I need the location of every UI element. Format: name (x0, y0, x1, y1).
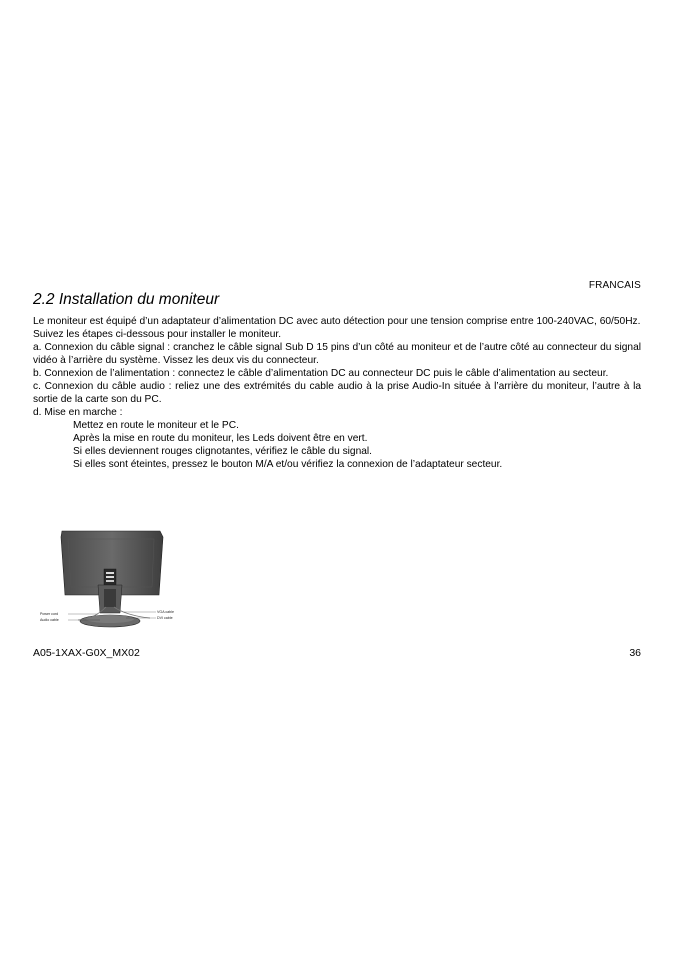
document-code: A05-1XAX-G0X_MX02 (33, 647, 140, 659)
intro-paragraph: Le moniteur est équipé d’un adaptateur d’alimentation DC avec auto détection pour une tension comprise entre 100-240VAC, 60/50Hz. (33, 316, 641, 327)
section-title: 2.2 Installation du moniteur (33, 291, 220, 308)
vga-cable-label: VGA cable (157, 610, 174, 614)
monitor-rear-figure (38, 525, 188, 640)
step-a: a. Connexion du câble signal : cranchez le câble signal Sub D 15 pins d’un côté au moniteur et de l’autre côté au connecteur du signal vidéo à l’arrière du système. Vissez les deux vis du connecteur. (33, 342, 641, 366)
language-label: FRANCAIS (588, 280, 641, 291)
step-d-line: Mettez en route le moniteur et le PC. (73, 420, 239, 431)
step-d-line: Après la mise en route du moniteur, les Leds doivent être en vert. (73, 433, 368, 444)
dvi-cable-label: DVI cable (157, 616, 173, 620)
step-b: b. Connexion de l’alimentation : connectez le câble d’alimentation DC au connecteur DC puis le câble d’alimentation au secteur. (33, 368, 609, 379)
body-text (33, 315, 641, 471)
audio-cable-label: Audio cable (40, 618, 59, 622)
power-cord-label: Power cord (40, 612, 59, 616)
step-c: c. Connexion du câble audio : reliez une des extrémités du cable audio à la prise Audio-In située à l’arrière du moniteur, l’autre à la sortie de la carte son du PC. (33, 381, 641, 405)
steps-intro: Suivez les étapes ci-dessous pour installer le moniteur. (33, 329, 282, 340)
step-d-line: Si elles sont éteintes, pressez le bouton M/A et/ou vérifiez la connexion de l’adaptateur secteur. (73, 459, 503, 470)
step-d-line: Si elles deviennent rouges clignotantes, vérifiez le câble du signal. (73, 446, 373, 457)
page-number: 36 (629, 647, 641, 659)
step-d: d. Mise en marche : (33, 407, 123, 418)
